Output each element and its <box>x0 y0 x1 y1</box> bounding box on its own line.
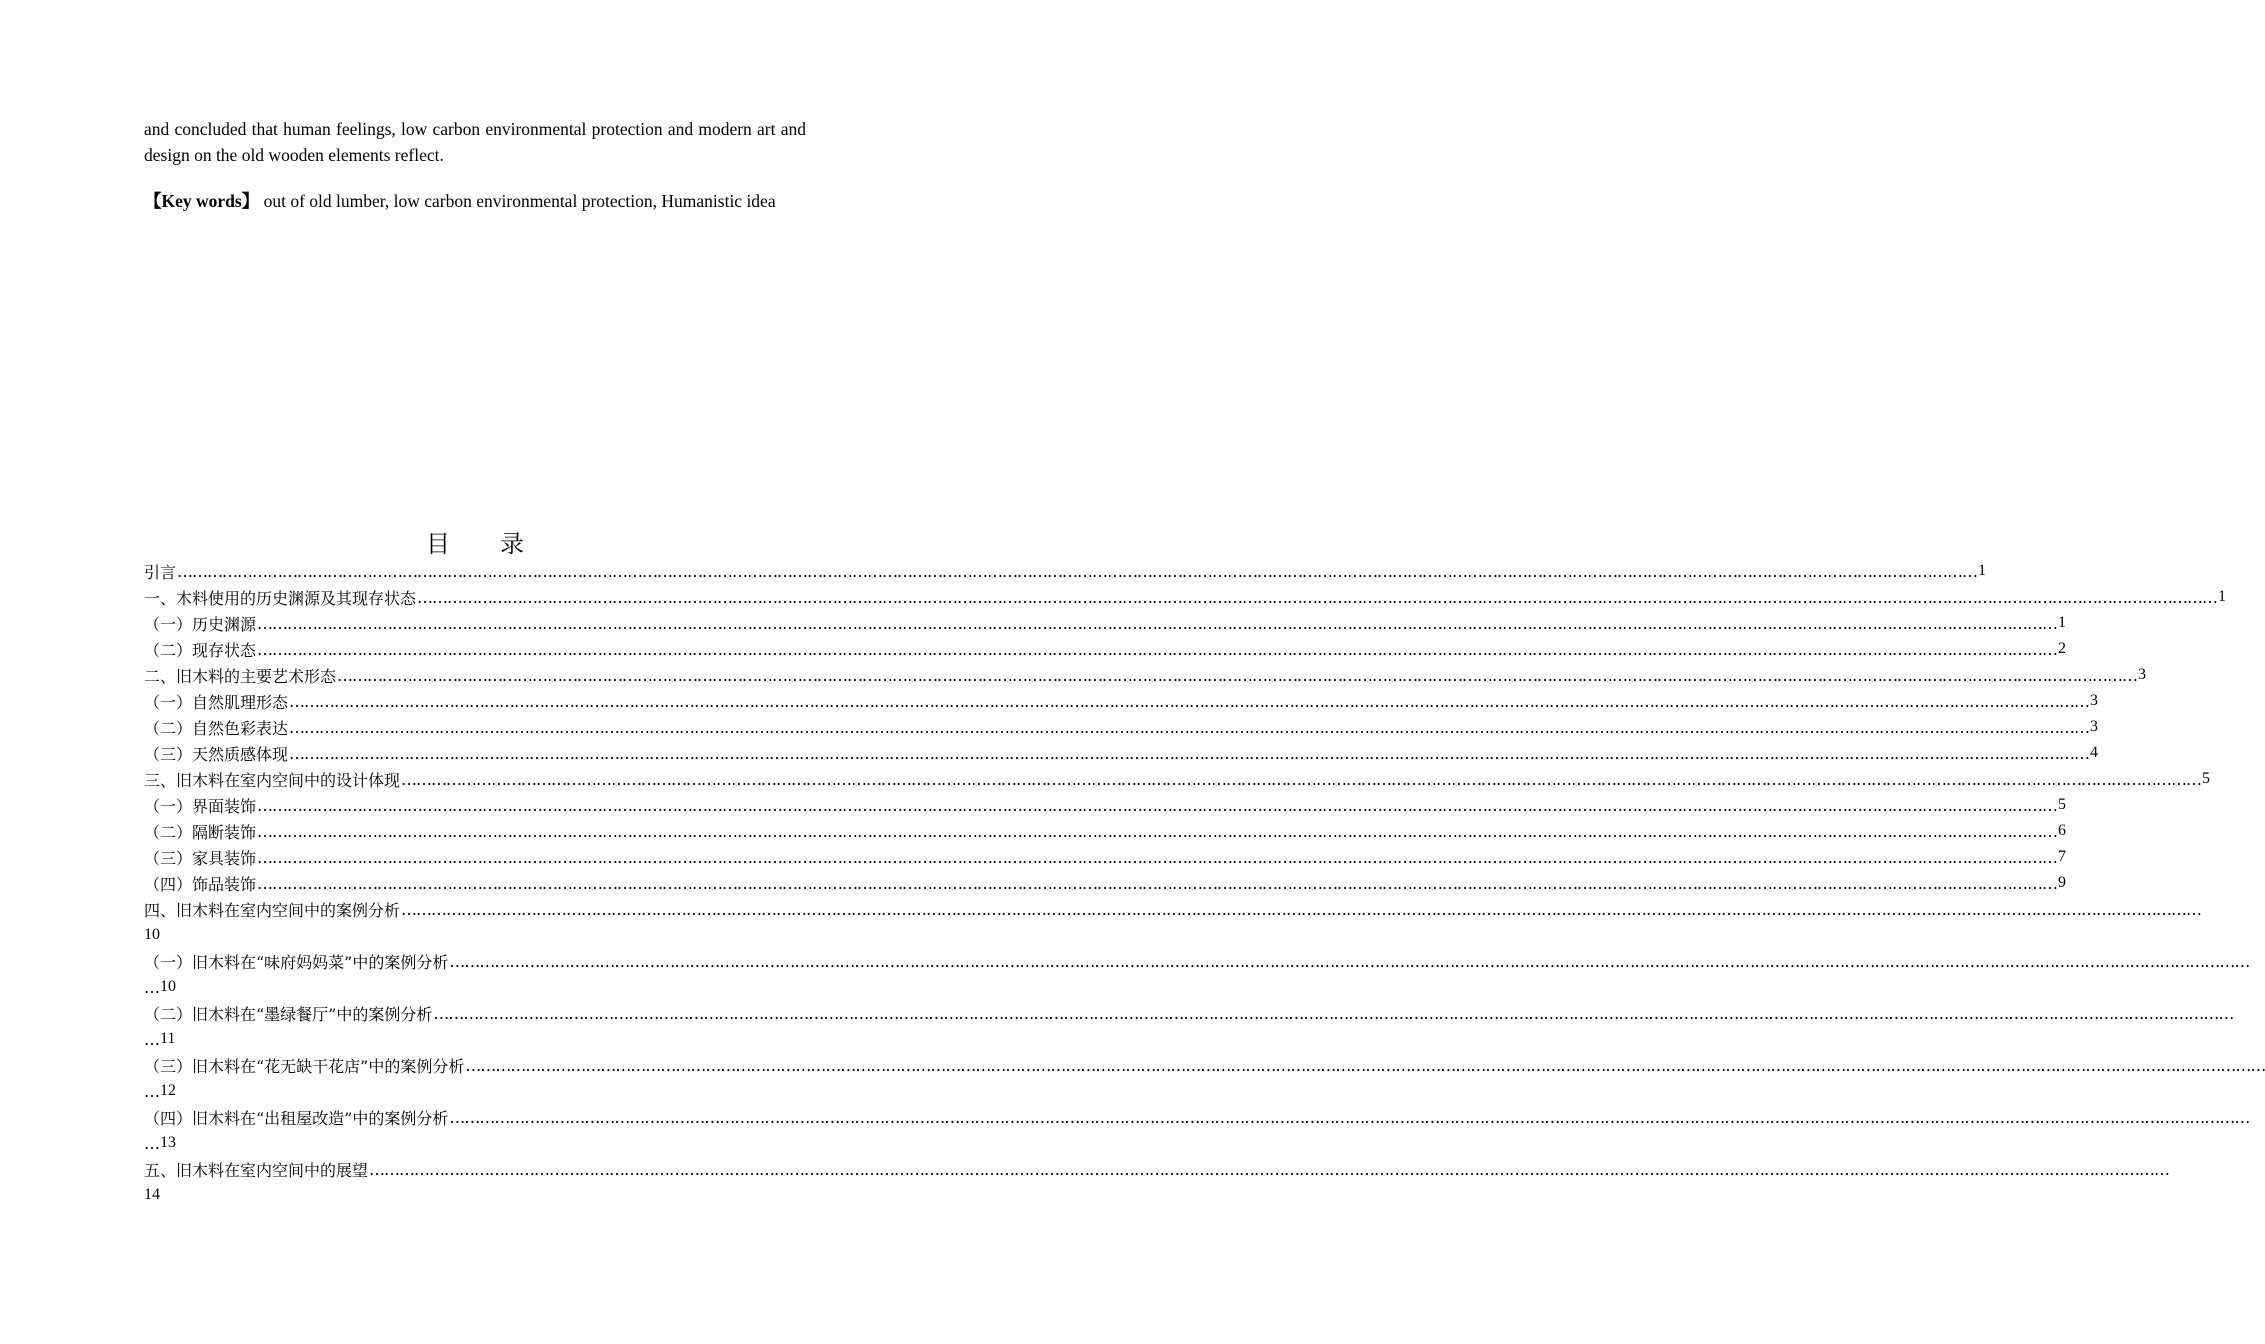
toc-leader-dots: ……………………………………………………………………………………………………………………………………………………………………………………………………………………………………………………………………………………………………………………………… <box>257 613 2058 633</box>
toc-entry-label: （一）旧木料在“味府妈妈菜”中的案例分析 <box>144 952 449 972</box>
keywords-line <box>144 183 806 219</box>
toc-title-text: 目录 <box>426 530 574 558</box>
toc-entry[interactable] <box>144 1104 2250 1130</box>
toc-leader-dots: … <box>144 977 160 997</box>
toc-leader-dots: ……………………………………………………………………………………………………………………………………………………………………………………………………………………………………………………………………………………………………………………………… <box>401 769 2202 789</box>
toc-entry-page: 11 <box>160 1030 176 1047</box>
toc-title <box>0 528 950 560</box>
toc-entry[interactable] <box>144 844 2067 870</box>
table-of-contents <box>144 558 2265 1208</box>
toc-leader-dots: ……………………………………………………………………………………………………………………………………………………………………………………………………………………………………………………………………………………………………………………………… <box>449 951 2250 971</box>
toc-entry[interactable] <box>144 792 2067 818</box>
toc-entry-page: 1 <box>2218 588 2227 605</box>
toc-entry-continuation <box>144 922 806 948</box>
toc-entry[interactable] <box>144 1052 2265 1078</box>
toc-entry-label: （三）天然质感体现 <box>144 744 289 764</box>
toc-entry-page: 14 <box>144 1186 160 1203</box>
toc-entry[interactable] <box>144 740 2099 766</box>
toc-leader-dots: ……………………………………………………………………………………………………………………………………………………………………………………………………………………………………………………………………………………………………………………………… <box>289 743 2090 763</box>
toc-entry-label: （一）界面装饰 <box>144 796 257 816</box>
toc-entry-page: 1 <box>2058 614 2067 631</box>
toc-entry-label: （二）隔断装饰 <box>144 822 257 842</box>
toc-leader-dots: ……………………………………………………………………………………………………………………………………………………………………………………………………………………………………………………………………………………………………………………………… <box>433 1003 2234 1023</box>
toc-entry-continuation <box>144 1026 806 1052</box>
toc-leader-dots: ……………………………………………………………………………………………………………………………………………………………………………………………………………………………………………………………………………………………………………………………… <box>337 665 2138 685</box>
toc-leader-dots: ……………………………………………………………………………………………………………………………………………………………………………………………………………………………………………………………………………………………………………………………… <box>465 1055 2265 1075</box>
toc-entry[interactable] <box>144 896 2202 922</box>
toc-entry-label: 一、木料使用的历史渊源及其现存状态 <box>144 588 417 608</box>
toc-leader-dots: ……………………………………………………………………………………………………………………………………………………………………………………………………………………………………………………………………………………………………………………………… <box>257 639 2058 659</box>
toc-entry-page: 7 <box>2058 848 2067 865</box>
toc-leader-dots: ……………………………………………………………………………………………………………………………………………………………………………………………………………………………………………………………………………………………………………………………… <box>257 795 2058 815</box>
toc-entry[interactable] <box>144 662 2147 688</box>
toc-leader-dots: … <box>144 1133 160 1153</box>
toc-entry-page: 10 <box>160 978 176 995</box>
toc-entry-continuation <box>144 974 806 1000</box>
toc-entry[interactable] <box>144 1000 2234 1026</box>
toc-entry-page: 4 <box>2090 744 2099 761</box>
toc-leader-dots: … <box>144 1081 160 1101</box>
toc-entry-continuation <box>144 1078 806 1104</box>
toc-leader-dots: ……………………………………………………………………………………………………………………………………………………………………………………………………………………………………………………………………………………………………………………………… <box>401 899 2202 919</box>
toc-entry-label: 引言 <box>144 562 177 582</box>
toc-entry[interactable] <box>144 636 2067 662</box>
toc-entry-page: 5 <box>2058 796 2067 813</box>
toc-entry-page: 3 <box>2138 666 2147 683</box>
toc-entry-page: 10 <box>144 926 160 943</box>
toc-entry-continuation <box>144 1130 806 1156</box>
toc-entry[interactable] <box>144 948 2250 974</box>
toc-leader-dots: ……………………………………………………………………………………………………………………………………………………………………………………………………………………………………………………………………………………………………………………………… <box>257 821 2058 841</box>
toc-entry-page: 12 <box>160 1082 176 1099</box>
toc-entry-label: 三、旧木料在室内空间中的设计体现 <box>144 770 401 790</box>
toc-leader-dots: ……………………………………………………………………………………………………………………………………………………………………………………………………………………………………………………………………………………………………………………………… <box>289 717 2090 737</box>
toc-entry-label: （四）旧木料在“出租屋改造”中的案例分析 <box>144 1108 449 1128</box>
toc-leader-dots: ……………………………………………………………………………………………………………………………………………………………………………………………………………………………………………………………………………………………………………………………… <box>257 847 2058 867</box>
toc-entry-label: （一）自然肌理形态 <box>144 692 289 712</box>
toc-entry-page: 5 <box>2202 770 2211 787</box>
toc-entry-label: 五、旧木料在室内空间中的展望 <box>144 1160 369 1180</box>
toc-entry-page: 1 <box>1978 562 1987 579</box>
toc-entry-label: （二）旧木料在“墨绿餐厅”中的案例分析 <box>144 1004 433 1024</box>
toc-entry[interactable] <box>144 688 2099 714</box>
toc-entry-label: （二）自然色彩表达 <box>144 718 289 738</box>
toc-entry-continuation <box>144 1182 806 1208</box>
toc-entry-label: （三）家具装饰 <box>144 848 257 868</box>
toc-entry-page: 13 <box>160 1134 176 1151</box>
abstract-text: and concluded that human feelings, low carbon environmental protection and modern art and design on the old wooden elements reflect. <box>144 119 806 165</box>
keywords-text: out of old lumber, low carbon environmental protection, Humanistic idea <box>259 191 776 211</box>
toc-entry-label: （二）现存状态 <box>144 640 257 660</box>
toc-entry[interactable] <box>144 1156 2170 1182</box>
toc-entry-label: 四、旧木料在室内空间中的案例分析 <box>144 900 401 920</box>
toc-entry-page: 3 <box>2090 692 2099 709</box>
toc-entry-page: 2 <box>2058 640 2067 657</box>
toc-entry-label: （三）旧木料在“花无缺干花店”中的案例分析 <box>144 1056 465 1076</box>
toc-entry[interactable] <box>144 610 2067 636</box>
toc-entry-page: 9 <box>2058 874 2067 891</box>
toc-entry[interactable] <box>144 584 2227 610</box>
toc-entry[interactable] <box>144 558 1987 584</box>
toc-leader-dots: ……………………………………………………………………………………………………………………………………………………………………………………………………………………………………………………………………………………………………………………………… <box>369 1159 2170 1179</box>
toc-entry-label: （一）历史渊源 <box>144 614 257 634</box>
keywords-label: 【Key words】 <box>144 191 260 211</box>
toc-entry[interactable] <box>144 766 2211 792</box>
toc-entry-label: 二、旧木料的主要艺术形态 <box>144 666 337 686</box>
toc-entry[interactable] <box>144 714 2099 740</box>
toc-entry[interactable] <box>144 870 2067 896</box>
toc-entry[interactable] <box>144 818 2067 844</box>
toc-leader-dots: ……………………………………………………………………………………………………………………………………………………………………………………………………………………………………………………………………………………………………………………………… <box>417 587 2218 607</box>
toc-leader-dots: ……………………………………………………………………………………………………………………………………………………………………………………………………………………………………………………………………………………………………………………………… <box>177 561 1978 581</box>
toc-entry-page: 3 <box>2090 718 2099 735</box>
toc-leader-dots: … <box>144 1029 160 1049</box>
toc-leader-dots: ……………………………………………………………………………………………………………………………………………………………………………………………………………………………………………………………………………………………………………………………… <box>289 691 2090 711</box>
toc-leader-dots: ……………………………………………………………………………………………………………………………………………………………………………………………………………………………………………………………………………………………………………………………… <box>449 1107 2250 1127</box>
toc-entry-label: （四）饰品装饰 <box>144 874 257 894</box>
toc-leader-dots: ……………………………………………………………………………………………………………………………………………………………………………………………………………………………………………………………………………………………………………………………… <box>257 873 2058 893</box>
toc-entry-page: 6 <box>2058 822 2067 839</box>
